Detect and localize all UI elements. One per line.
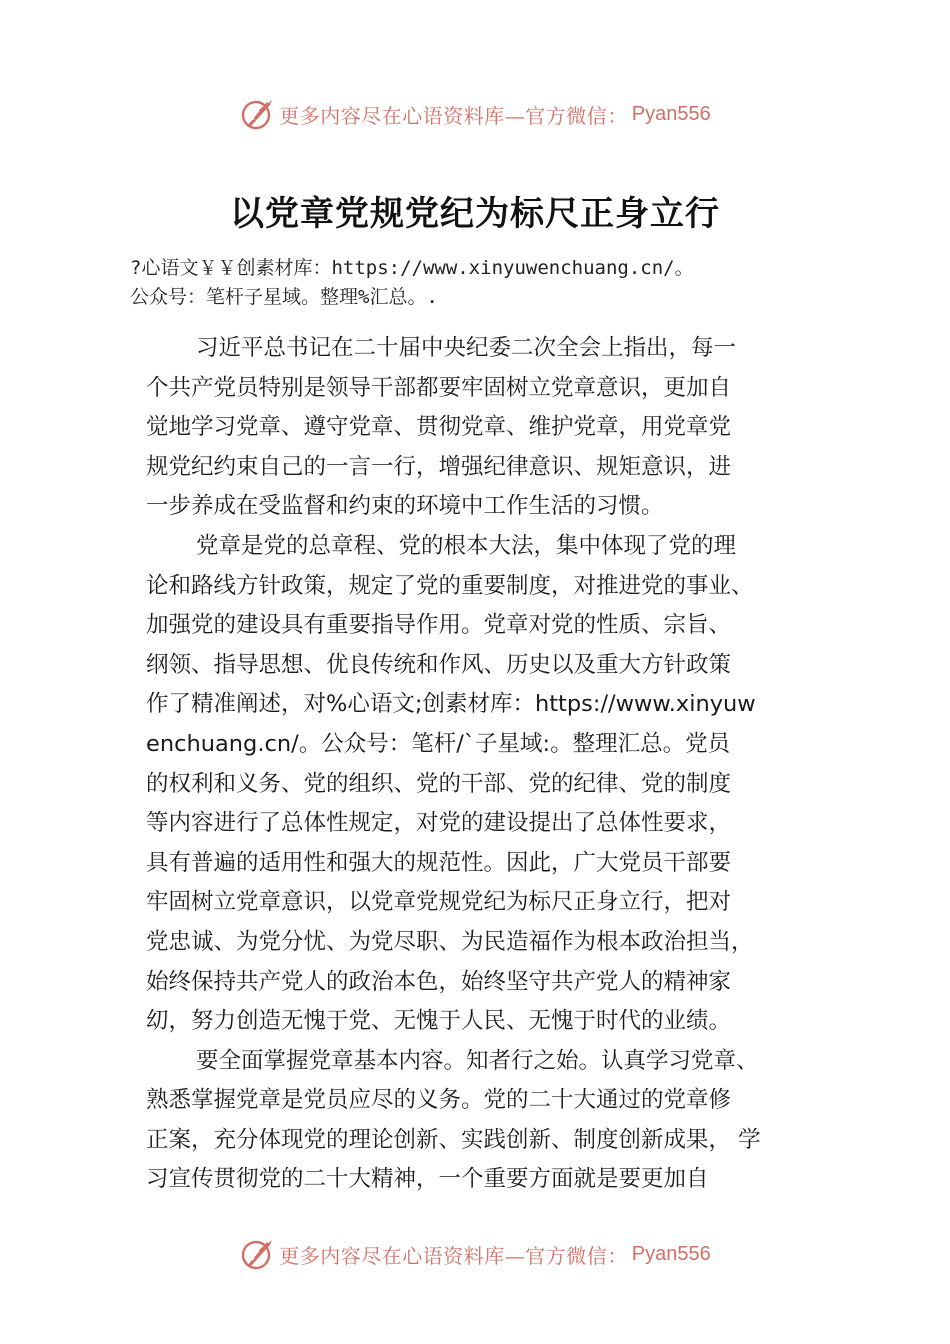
- watermark-text: 更多内容尽在心语资料库—官方微信：: [279, 1243, 628, 1268]
- quill-logo-icon: [239, 1236, 275, 1272]
- body-line: 党章是党的总章程、党的根本大法，集中体现了党的理: [196, 532, 737, 559]
- body-line: 加强党的建设具有重要指导作用。党章对党的性质、宗旨、: [146, 612, 732, 639]
- body-line: 习近平总书记在二十届中央纪委二次全会上指出，每一: [196, 335, 737, 361]
- body-line: 个共产党员特别是领导干部都要牢固树立党章意识，更加自: [146, 374, 732, 401]
- body-line: 始终保持共产党人的政治本色，始终坚守共产党人的精神家: [146, 968, 732, 995]
- body-line: 正案，充分体现党的理论创新、实践创新、制度创新成果， 学: [146, 1126, 761, 1153]
- body-line: 论和路线方针政策，规定了党的重要制度，对推进党的事业、: [146, 572, 754, 599]
- body-line: 要全面掌握党章基本内容。知者行之始。认真学习党章、: [196, 1047, 759, 1074]
- watermark-id: Pyan556: [631, 102, 711, 125]
- body-line: 觉地学习党章、遵守党章、贯彻党章、维护党章，用党章党: [146, 414, 732, 441]
- body-line: 等内容进行了总体性规定，对党的建设提出了总体性要求，: [146, 810, 732, 837]
- body-line: enchuang.cn/。公众号：笔杆/`子星域:。整理汇总。党员: [146, 730, 731, 757]
- watermark-id: Pyan556: [631, 1242, 711, 1265]
- body-text: [146, 329, 826, 1200]
- watermark-header: [0, 96, 950, 132]
- document-title: 以党章党规党纪为标尺正身立行: [230, 194, 720, 234]
- body-line: 规党纪约束自己的一言一行，增强纪律意识、规矩意识，进: [146, 453, 732, 480]
- quill-logo-icon: [239, 96, 275, 132]
- body-line: 的权利和义务、党的组织、党的干部、党的纪律、党的制度: [146, 770, 732, 797]
- source-note: [130, 254, 830, 312]
- watermark-text: 更多内容尽在心语资料库—官方微信：: [279, 103, 628, 128]
- body-line: 一步养成在受监督和约束的环境中工作生活的习惯。: [146, 493, 664, 520]
- body-line: 熟悉掌握党章是党员应尽的义务。党的二十大通过的党章修: [146, 1087, 732, 1114]
- body-line: 牢固树立党章意识，以党章党规党纪为标尺正身立行，把对: [146, 889, 732, 916]
- body-line: 㓜，努力创造无愧于党、无愧于人民、无愧于时代的业绩。: [146, 1008, 732, 1035]
- source-line: 公众号：笔杆子星域。整理%汇总。.: [130, 286, 438, 308]
- watermark-footer: [0, 1236, 950, 1272]
- source-line: ?心语文￥￥创素材库：https://www.xinyuwenchuang.cn/。: [130, 257, 694, 279]
- body-line: 作了精准阐述，对%心语文;创素材库：https://www.xinyuw: [146, 691, 756, 718]
- body-line: 习宣传贯彻党的二十大精神，一个重要方面就是要更加自: [146, 1166, 709, 1193]
- body-line: 纲领、指导思想、优良传统和作风、历史以及重大方针政策: [146, 651, 732, 678]
- body-line: 具有普遍的适用性和强大的规范性。因此，广大党员干部要: [146, 849, 732, 876]
- body-line: 党忠诚、为党分忧、为党尽职、为民造福作为根本政治担当，: [146, 928, 754, 955]
